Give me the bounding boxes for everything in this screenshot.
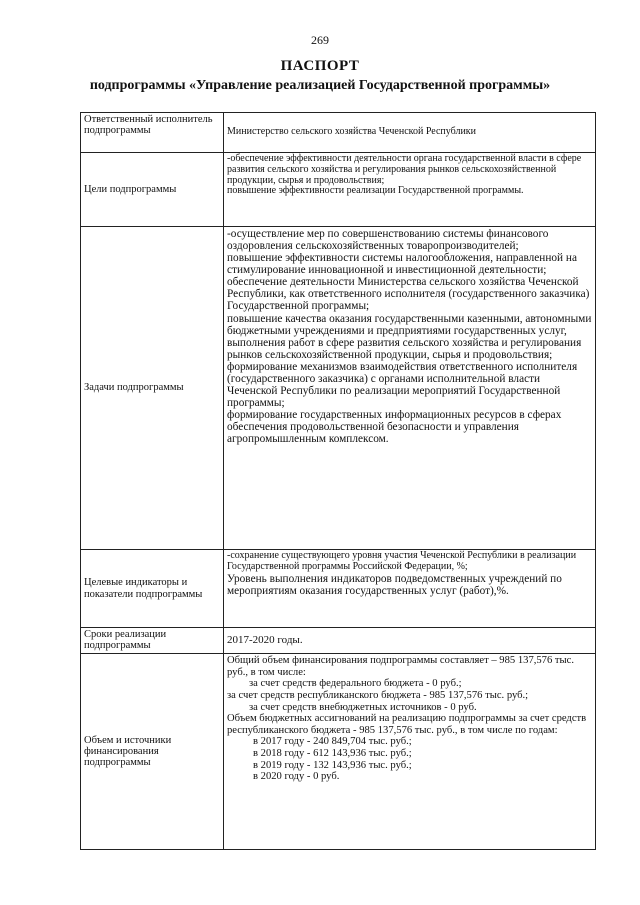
row-label-indicators: Целевые индикаторы и показатели подпрограммы: [81, 550, 224, 628]
table-row-goals: [81, 153, 596, 227]
row-label-timeframe: Сроки реализации подпрограммы: [81, 628, 224, 654]
value-line: повышение эффективности системы налогообложения, направленной на стимулирование инновационной и инвестиционной деятельности;: [227, 252, 577, 277]
document-subtitle: подпрограммы «Управление реализацией Государственной программы»: [89, 78, 551, 93]
document-title: ПАСПОРТ: [280, 58, 360, 74]
value-line: 2017-2020 годы.: [227, 633, 303, 646]
row-value-timeframe: [224, 628, 596, 654]
value-line: Общий объем финансирования подпрограммы составляет – 985 137,576 тыс. руб., в том числе:: [227, 655, 575, 678]
row-value-responsible: [224, 113, 596, 153]
value-line: за счет средств внебюджетных источников - 0 руб.: [249, 701, 477, 713]
value-line: в 2018 году - 612 143,936 тыс. руб.;: [253, 748, 412, 760]
value-line: за счет средств республиканского бюджета - 985 137,576 тыс. руб.;: [227, 689, 529, 701]
value-line: за счет средств федерального бюджета - 0 руб.;: [249, 678, 462, 690]
value-line: обеспечение деятельности Министерства сельского хозяйства Чеченской Республики, как ответственного исполнителя (государственного заказчика) Государственной программы;: [227, 276, 590, 313]
value-line: Уровень выполнения индикаторов подведомственных учреждений по мероприятиям оказания государственных услуг (работ),%.: [227, 572, 562, 597]
value-line: формирование механизмов взаимодействия ответственного исполнителя (государственного заказчика) с органами исполнительной власти Чеченской Республики по реализации мероприятий Государственной программы;: [227, 360, 578, 410]
row-label-tasks: Задачи подпрограммы: [81, 227, 224, 550]
table-row-tasks: [81, 227, 596, 550]
value-line: в 2017 году - 240 849,704 тыс. руб.;: [253, 736, 412, 748]
page-number: 269: [311, 33, 329, 47]
value-line: в 2019 году - 132 143,936 тыс. руб.;: [253, 759, 412, 771]
value-line: повышение качества оказания государственными казенными, автономными бюджетными учреждениями и предприятиями государственных услуг, выполнения работ в сфере развития сельского хозяйства и регулирования рынков сельскохозяйственной продукции, сырья и продовольствия;: [227, 312, 592, 361]
table-row-financing: [81, 654, 596, 850]
row-label-financing: Объем и источники финансирования подпрограммы: [81, 654, 224, 850]
passport-table: [80, 112, 596, 850]
table-row-indicators: [81, 550, 596, 628]
value-line: -обеспечение эффективности деятельности органа государственной власти в сфере развития сельского хозяйства и регулирования рынков сельскохозяйственной продукции, сырья и продовольствия;: [227, 153, 582, 186]
row-value-indicators: [224, 550, 596, 628]
table-row-timeframe: [81, 628, 596, 654]
row-label-goals: Цели подпрограммы: [81, 153, 224, 227]
row-label-responsible: Ответственный исполнитель подпрограммы: [81, 113, 224, 153]
value-line: Объем бюджетных ассигнований на реализацию подпрограммы за счет средств республиканского бюджета - 985 137,576 тыс. руб., в том числе по годам:: [227, 713, 587, 736]
value-line: формирование государственных информационных ресурсов в сферах обеспечения продовольственной безопасности и управления агропромышленным комплексом.: [227, 409, 562, 446]
value-line: Министерство сельского хозяйства Чеченской Республики: [227, 126, 477, 138]
value-line: в 2020 году - 0 руб.: [253, 771, 340, 783]
value-line: -осуществление мер по совершенствованию системы финансового оздоровления сельскохозяйственных товаропроизводителей;: [227, 228, 549, 253]
row-value-financing: [224, 654, 596, 850]
value-line: -сохранение существующего уровня участия Чеченской Республики в реализации Государственной программы Российской Федерации, %;: [227, 550, 577, 572]
row-value-goals: [224, 153, 596, 227]
table-row-responsible: [81, 113, 596, 153]
row-value-tasks: [224, 227, 596, 550]
value-line: повышение эффективности реализации Государственной программы.: [227, 185, 524, 197]
